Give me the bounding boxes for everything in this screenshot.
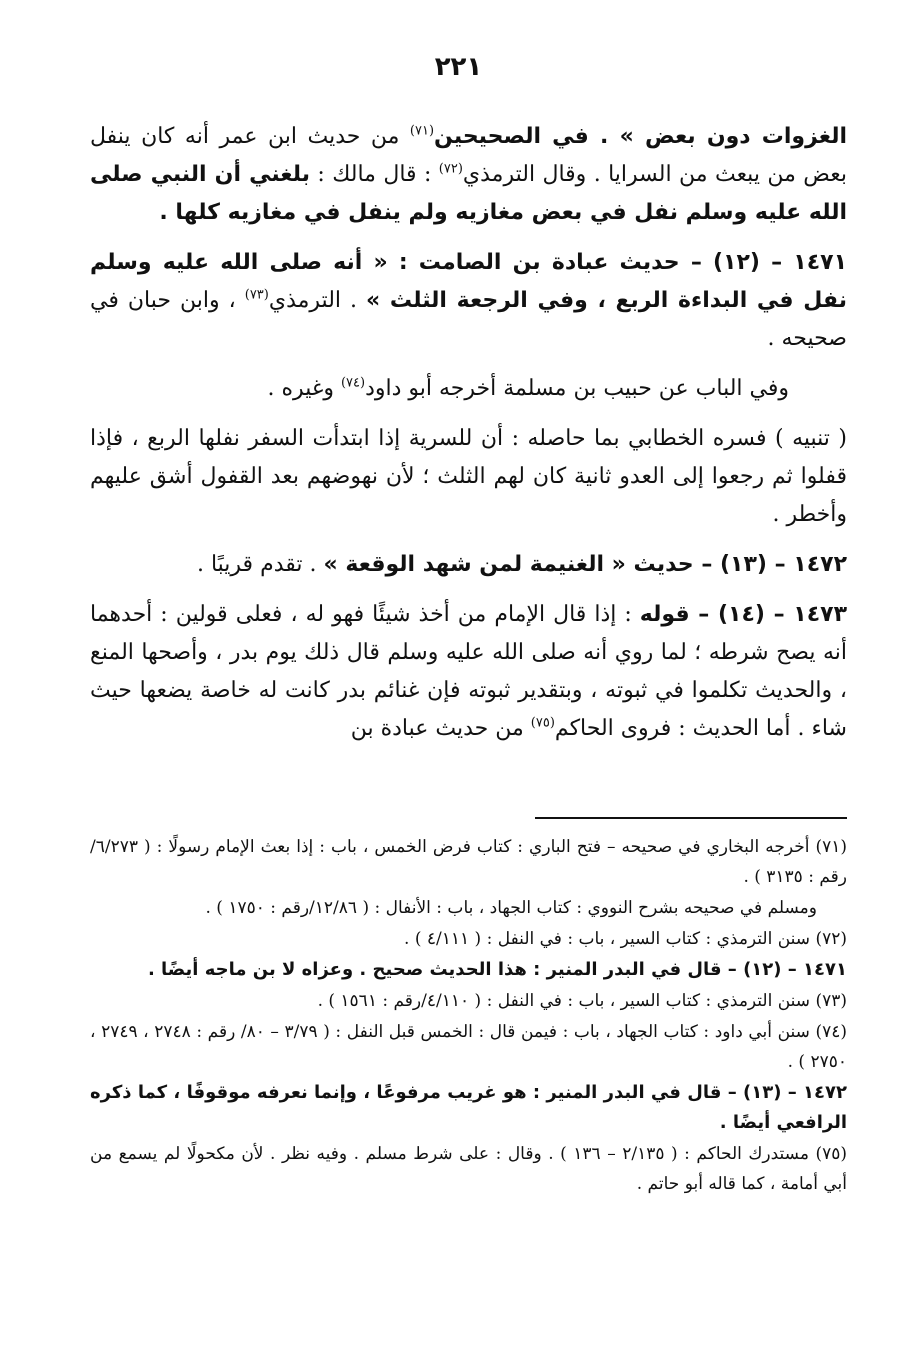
text-span: ، وابن حبان في صحيحه . [90,288,847,351]
hadith-heading: ١٤٧١ – (١٢) – حديث عبادة بن الصامت : « أنه صلى الله عليه وسلم نفل في البداءة الربع ، وفي الرجعة الثلث » [90,250,848,313]
hadith-1471 [90,244,847,358]
footnote-72: (٧٢) سنن الترمذي : كتاب السير ، باب : في النفل : ( ٤/١١١ ) . [404,929,847,949]
paragraph-tanbih: ( تنبيه ) فسره الخطابي بما حاصله : أن للسرية إذا ابتدأت السفر نفلها الربع ، فإذا قفلوا ثم رجعوا إلى العدو ثانية كان لهم الثلث ؛ لأن نهوضهم بعد القفول أشق عليهم وأخطر . [90,426,847,527]
footnotes [90,832,847,1200]
paragraph-bab [90,370,847,408]
text-span: وفي الباب عن حبيب بن مسلمة أخرجه أبو داود [365,376,789,401]
footnote-73: (٧٣) سنن الترمذي : كتاب السير ، باب : في النفل : ( ٤/١١٠/رقم : ١٥٦١ ) . [317,991,847,1011]
hadith-1472 [90,546,847,584]
footnote-75: (٧٥) مستدرك الحاكم : ( ٢/١٣٥ – ١٣٦ ) . وقال : على شرط مسلم . وفيه نظر . لأن مكحولًا لم يسمع من أبي أمامة ، كما قاله أبو حاتم . [90,1144,847,1194]
footnote-ref-72[interactable]: (٧٢) [438,161,463,177]
hadith-heading: ١٤٧٢ – (١٣) – حديث « الغنيمة لمن شهد الوقعة » [323,552,847,577]
paragraph-ghazawat [90,118,847,232]
page-number: ٢٢١ [434,52,483,82]
hadith-1473 [90,596,847,748]
main-text [90,118,847,760]
text-span: من حديث عبادة بن [350,716,531,741]
takhrij-note-1471: ١٤٧١ – (١٢) – قال في البدر المنير : هذا الحديث صحيح . وعزاه لا بن ماجه أيضًا . [147,959,847,980]
footnote-separator [535,817,847,819]
footnote-ref-75[interactable]: (٧٥) [530,715,555,731]
bold-quote: بلغني أن النبي صلى الله عليه وسلم نفل في بعض مغازيه ولم ينفل في مغازيه كلها . [90,162,847,225]
text-span: : إذا قال الإمام من أخذ شيئًا فهو له ، فعلى قولين : أحدهما أنه يصح شرطه ؛ لما روي أنه صلى الله عليه وسلم قال ذلك يوم بدر ، وأصحها المنع ، والحديث تكلموا في ثبوته ، وبتقدير ثبوته فإن غنائم بدر كانت له خاصة يضعها حيث شاء . أما الحديث : فروى الحاكم [90,602,847,741]
text-span: من حديث ابن عمر أنه كان ينفل بعض من يبعث من السرايا . وقال الترمذي [90,124,847,187]
footnote-ref-74[interactable]: (٧٤) [340,375,366,391]
text-span: . الترمذي [268,288,367,313]
footnote-71-continued: ومسلم في صحيحه بشرح النووي : كتاب الجهاد ، باب : الأنفال : ( ١٢/٨٦/رقم : ١٧٥٠ ) . [205,898,817,918]
footnote-ref-71[interactable]: (٧١) [409,123,435,139]
text-span: وغيره . [267,376,341,401]
text-span: الغزوات دون بعض » . في الصحيحين [434,124,847,149]
footnote-ref-73[interactable]: (٧٣) [244,287,269,303]
text-span: . تقدم قريبًا . [196,552,324,577]
footnote-74: (٧٤) سنن أبي داود : كتاب الجهاد ، باب : فيمن قال : الخمس قبل النفل : ( ٣/٧٩ – ٨٠/ رقم : ٢٧٤٨ ، ٢٧٤٩ ، ٢٧٥٠ ) . [90,1022,848,1072]
hadith-heading: ١٤٧٣ – (١٤) – قوله [639,602,847,627]
footnote-71: (٧١) أخرجه البخاري في صحيحه – فتح الباري : كتاب فرض الخمس ، باب : إذا بعث الإمام رسولًا : ( ٦/٢٧٣/رقم : ٣١٣٥ ) . [90,837,847,887]
takhrij-note-1472: ١٤٧٢ – (١٣) – قال في البدر المنير : هو غريب مرفوعًا ، وإنما نعرفه موقوفًا ، كما ذكره الرافعي أيضًا . [90,1082,847,1133]
text-span: : قال مالك : [309,162,439,187]
